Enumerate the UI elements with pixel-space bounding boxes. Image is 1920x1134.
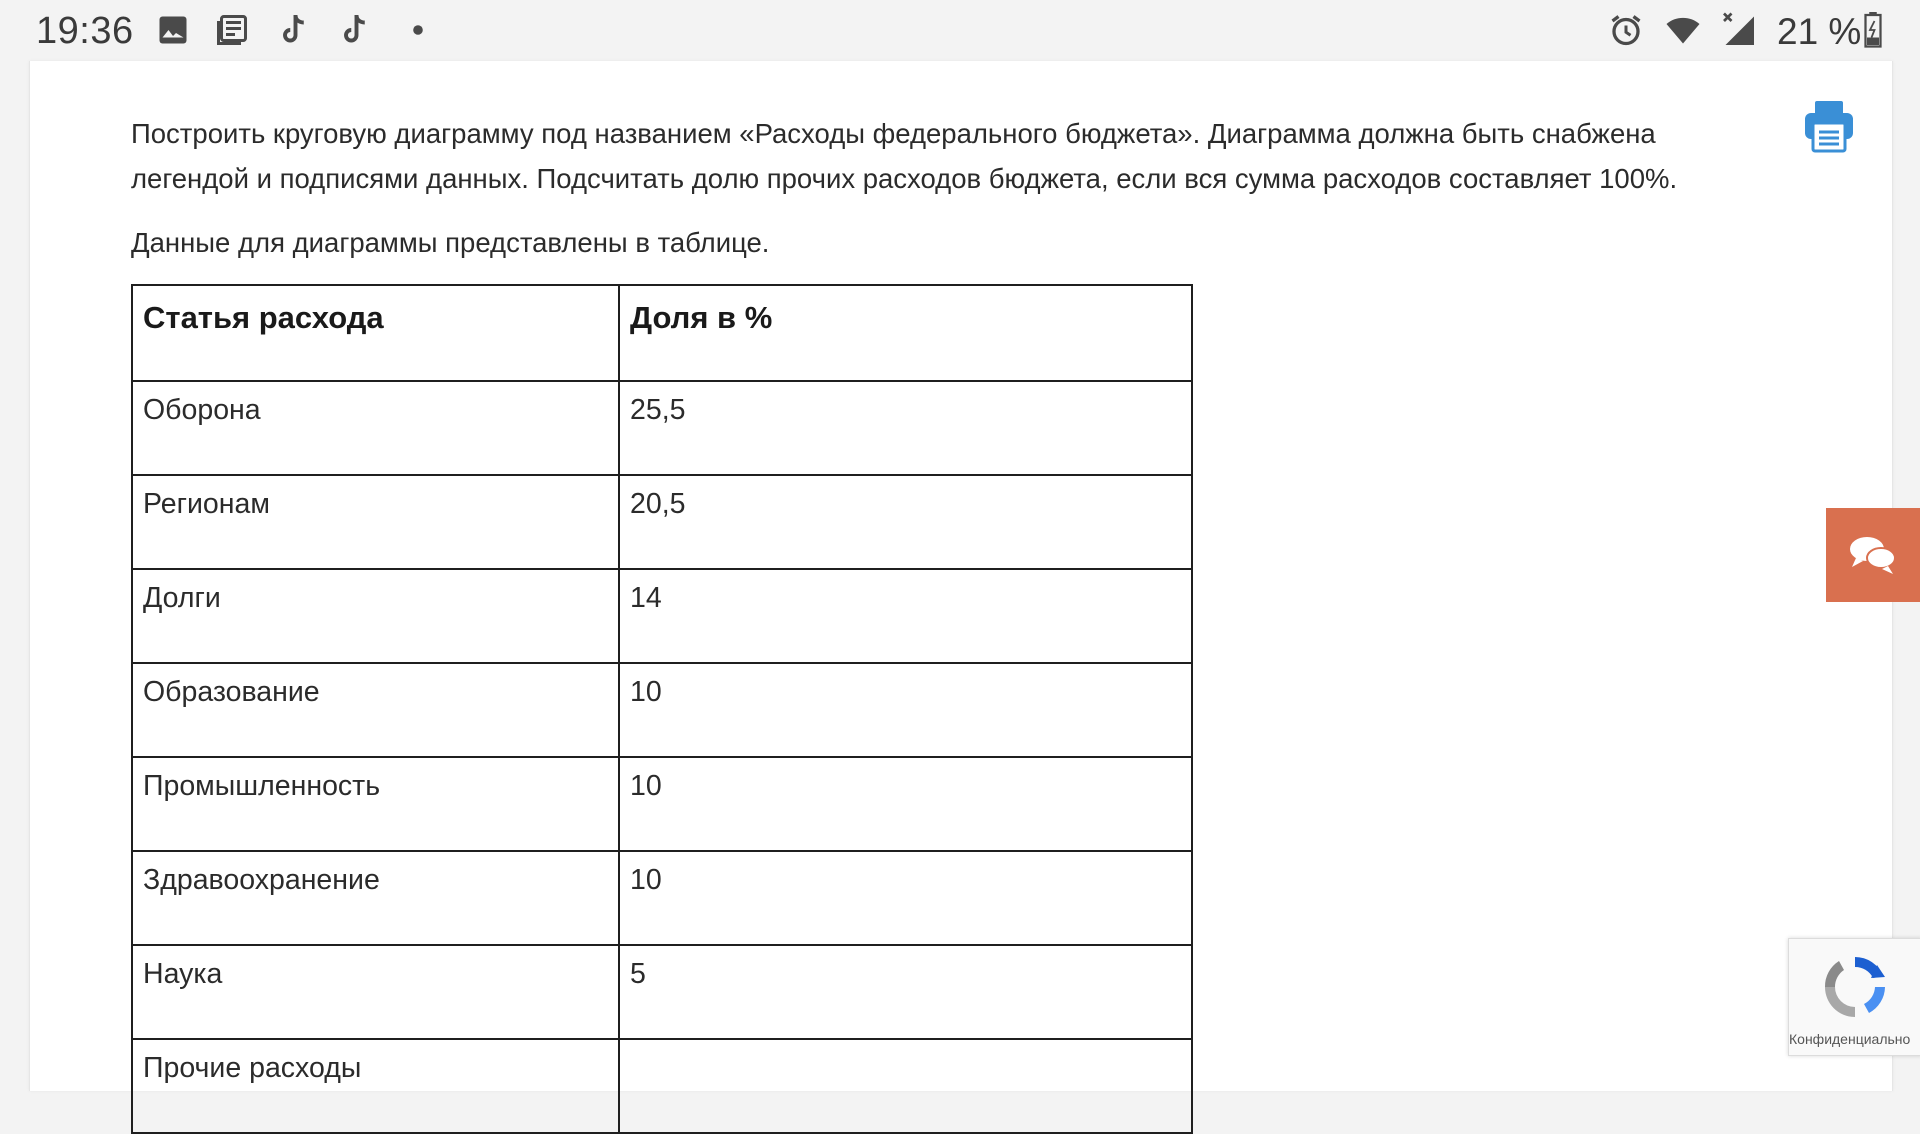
table-cell (619, 1039, 1192, 1133)
print-button[interactable] (1803, 99, 1855, 153)
recaptcha-text: Конфиденциально (1789, 1031, 1911, 1047)
table-row (132, 945, 1192, 1039)
table-cell: 10 (619, 663, 1192, 757)
recaptcha-icon (1819, 951, 1891, 1023)
signal-icon (1717, 12, 1761, 48)
chat-bubbles-icon (1848, 534, 1898, 576)
battery-icon (1862, 12, 1884, 48)
table-cell: Промышленность (132, 757, 619, 851)
status-time: 19:36 (36, 10, 134, 52)
table-cell: 5 (619, 945, 1192, 1039)
printer-icon (1803, 99, 1855, 153)
table-cell: 20,5 (619, 475, 1192, 569)
news-icon (214, 12, 250, 48)
table-cell: Здравоохранение (132, 851, 619, 945)
table-row (132, 569, 1192, 663)
table-header-cell: Доля в % (619, 285, 1192, 381)
table-cell: 14 (619, 569, 1192, 663)
table-row (132, 757, 1192, 851)
table-cell: Долги (132, 569, 619, 663)
table-header-cell: Статья расхода (132, 285, 619, 381)
table-cell: Регионам (132, 475, 619, 569)
table-intro: Данные для диаграммы представлены в таблице. (131, 227, 770, 258)
battery-percent: 21 % (1777, 11, 1862, 52)
wifi-icon (1662, 12, 1704, 48)
table-row (132, 663, 1192, 757)
tiktok-icon (337, 12, 373, 48)
table-cell: Образование (132, 663, 619, 757)
table-cell: 10 (619, 851, 1192, 945)
chat-button[interactable] (1826, 508, 1920, 602)
table-cell: 10 (619, 757, 1192, 851)
alarm-icon (1608, 12, 1644, 48)
image-icon (155, 12, 191, 48)
table-row (132, 381, 1192, 475)
table-header-row (132, 285, 1192, 381)
table-row (132, 475, 1192, 569)
status-bar (0, 0, 1920, 60)
recaptcha-badge[interactable] (1788, 938, 1920, 1056)
expenses-table (131, 284, 1193, 1134)
table-cell: Наука (132, 945, 619, 1039)
table-cell: Оборона (132, 381, 619, 475)
table-cell: 25,5 (619, 381, 1192, 475)
task-description: Построить круговую диаграмму под названием «Расходы федерального бюджета». Диаграмма должна быть снабжена легендой и подписями данных. Подсчитать долю прочих расходов бюджета, если вся сумма расходов составляет 100%. (131, 118, 1678, 194)
dot-icon (400, 12, 436, 48)
tiktok-icon (276, 12, 312, 48)
table-cell: Прочие расходы (132, 1039, 619, 1133)
table-row (132, 1039, 1192, 1133)
table-row (132, 851, 1192, 945)
